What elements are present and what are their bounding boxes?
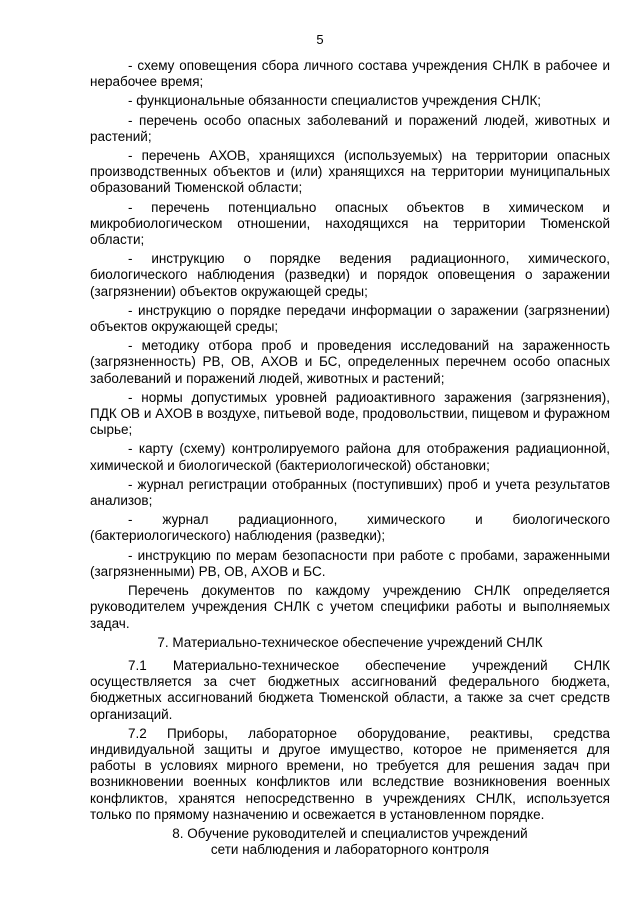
section-7-2-paragraph: 7.2 Приборы, лабораторное оборудование, реактивы, средства индивидуальной защиты и другое имущество, которое не применяется для работы в условиях мирного времени, но требуется для решения задач при возникновении военных конфликтов или вследствие возникновения военных конфликтов, хранятся непосредственно в учреждениях СНЛК, используется только по прямому назначению и освежается в установленном порядке. [90, 725, 610, 822]
section-8-heading-line-1: 8. Обучение руководителей и специалистов учреждений [172, 825, 528, 841]
list-item: - инструкцию по мерам безопасности при работе с пробами, зараженными (загрязненными) РВ, ОВ, АХОВ и БС. [90, 547, 610, 579]
list-item: - карту (схему) контролируемого района для отображения радиационной, химической и биологической (бактериологической) обстановки; [90, 441, 610, 473]
list-item: - функциональные обязанности специалистов учреждения СНЛК; [128, 93, 542, 109]
list-item: - перечень особо опасных заболеваний и поражений людей, животных и растений; [90, 112, 610, 144]
list-item: - методику отбора проб и проведения исследований на зараженность (загрязненность) РВ, ОВ, АХОВ и БС, определенных перечнем особо опасных заболеваний и поражений людей, животных и растений; [90, 338, 610, 386]
closing-paragraph: Перечень документов по каждому учреждению СНЛК определяется руководителем учреждения СНЛК с учетом специфики работы и выполняемых задач. [90, 583, 610, 631]
document-body [90, 58, 610, 865]
list-item: - нормы допустимых уровней радиоактивного заражения (загрязнения), ПДК ОВ и АХОВ в воздухе, питьевой воде, продовольствии, пищевом и фуражном сырье; [90, 389, 610, 438]
list-item: - инструкцию о порядке ведения радиационного, химического, биологического наблюдения (разведки) и порядок оповещения о заражении (загрязнении) объектов окружающей среды; [90, 251, 610, 299]
list-item: - перечень АХОВ, хранящихся (используемых) на территории опасных производственных объектов и (или) хранящихся на территории муниципальных образований Тюменской области; [90, 148, 610, 196]
list-item: - журнал радиационного, химического и биологического (бактериологического) наблюдения (разведки); [90, 512, 610, 544]
section-8-heading-line-2: сети наблюдения и лабораторного контроля [210, 842, 490, 858]
list-item: - инструкцию о порядке передачи информации о заражении (загрязнении) объектов окружающей среды; [90, 302, 610, 335]
section-8-heading [90, 826, 610, 858]
list-item: - перечень потенциально опасных объектов в химическом и микробиологическом отношении, находящихся на территории Тюменской области; [90, 199, 610, 248]
list-item: - схему оповещения сбора личного состава учреждения СНЛК в рабочее и нерабочее время; [90, 58, 610, 90]
page-number: 5 [316, 32, 324, 47]
list-item: - журнал регистрации отобранных (поступивших) проб и учета результатов анализов; [90, 476, 610, 509]
section-7-1-paragraph: 7.1 Материально-техническое обеспечение учреждений СНЛК осуществляется за счет бюджетных ассигнований федерального бюджета, бюджетных ассигнований бюджета Тюменской области, а также за счет средств организаций. [90, 657, 610, 722]
section-7-heading: 7. Материально-техническое обеспечение учреждений СНЛК [157, 634, 543, 650]
